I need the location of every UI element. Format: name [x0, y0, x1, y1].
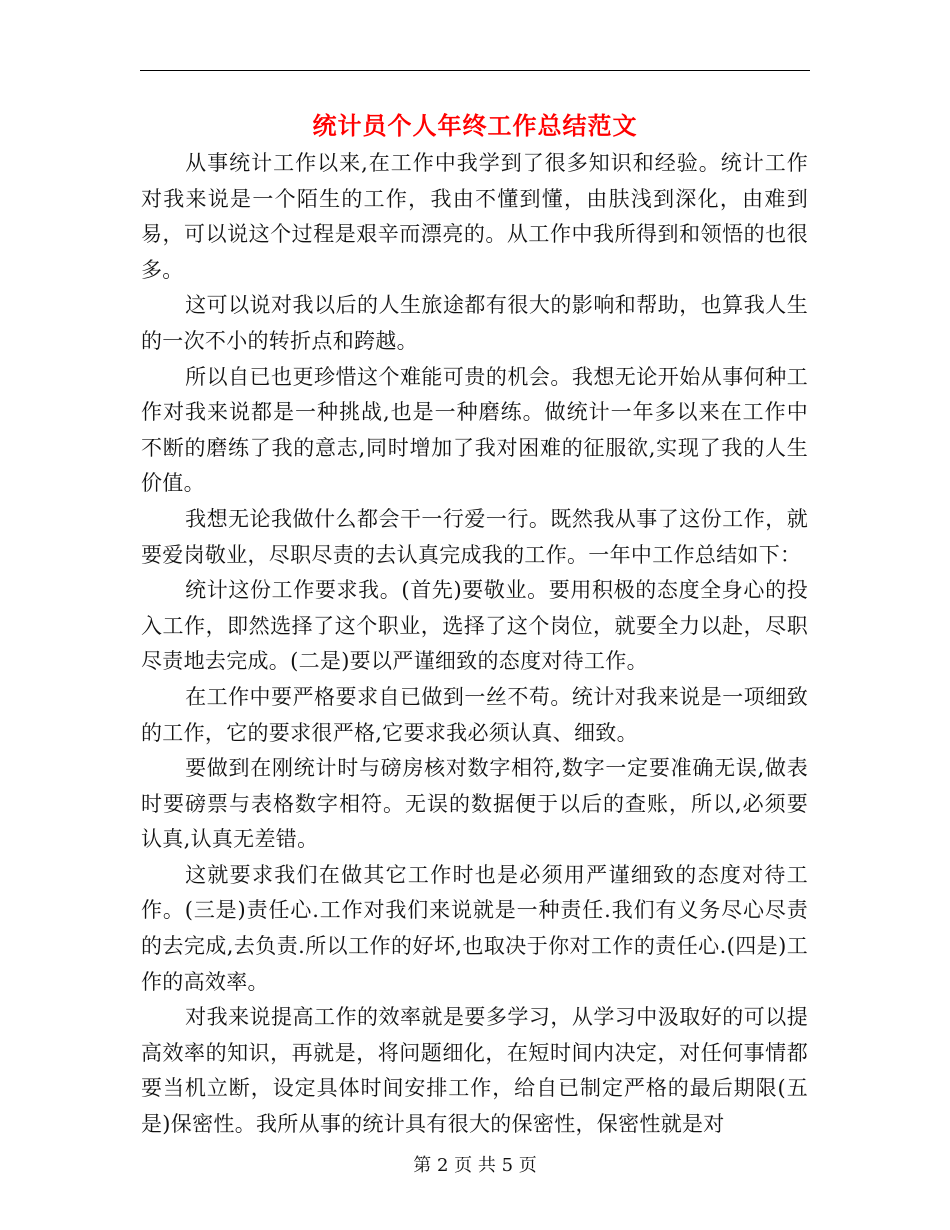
paragraph: 对我来说提高工作的效率就是要多学习，从学习中汲取好的可以提高效率的知识，再就是，将问题细化，在短时间内决定，对任何事情都要当机立断，设定具体时间安排工作，给自已制定严格的最后期限(五是)保密性。我所从事的统计具有很大的保密性，保密性就是对 — [141, 1005, 808, 1137]
paragraph: 从事统计工作以来,在工作中我学到了很多知识和经验。统计工作对我来说是一个陌生的工作，我由不懂到懂，由肤浅到深化，由难到易，可以说这个过程是艰辛而漂亮的。从工作中我所得到和领悟的也很多。 — [141, 151, 808, 282]
header-rule — [140, 70, 810, 71]
document-body — [141, 146, 808, 1143]
paragraph: 在工作中要严格要求自已做到一丝不苟。统计对我来说是一项细致的工作，它的要求很严格,它要求我必须认真、细致。 — [141, 684, 808, 745]
paragraph: 我想无论我做什么都会干一行爱一行。既然我从事了这份工作，就要爱岗敬业，尽职尽责的去认真完成我的工作。一年中工作总结如下： — [141, 506, 808, 567]
paragraph: 所以自已也更珍惜这个难能可贵的机会。我想无论开始从事何种工作对我来说都是一种挑战,也是一种磨练。做统计一年多以来在工作中不断的磨练了我的意志,同时增加了我对困难的征服欲,实现了我的人生价值。 — [141, 364, 808, 496]
page-number: 第 2 页 共 5 页 — [413, 1155, 537, 1176]
paragraph: 统计这份工作要求我。(首先)要敬业。要用积极的态度全身心的投入工作，即然选择了这个职业，选择了这个岗位，就要全力以赴，尽职尽责地去完成。(二是)要以严谨细致的态度对待工作。 — [141, 578, 808, 674]
paragraph: 这可以说对我以后的人生旅途都有很大的影响和帮助，也算我人生的一次不小的转折点和跨越。 — [141, 293, 808, 353]
document-title: 统计员个人年终工作总结范文 — [312, 112, 638, 140]
paragraph: 要做到在刚统计时与磅房核对数字相符,数字一定要准确无误,做表时要磅票与表格数字相符。无误的数据便于以后的查账，所以,必须要认真,认真无差错。 — [141, 756, 808, 852]
paragraph: 这就要求我们在做其它工作时也是必须用严谨细致的态度对待工作。(三是)责任心.工作对我们来说就是一种责任.我们有义务尽心尽责的去完成,去负责.所以工作的好坏,也取决于你对工作的责任心.(四是)工作的高效率。 — [141, 862, 808, 994]
